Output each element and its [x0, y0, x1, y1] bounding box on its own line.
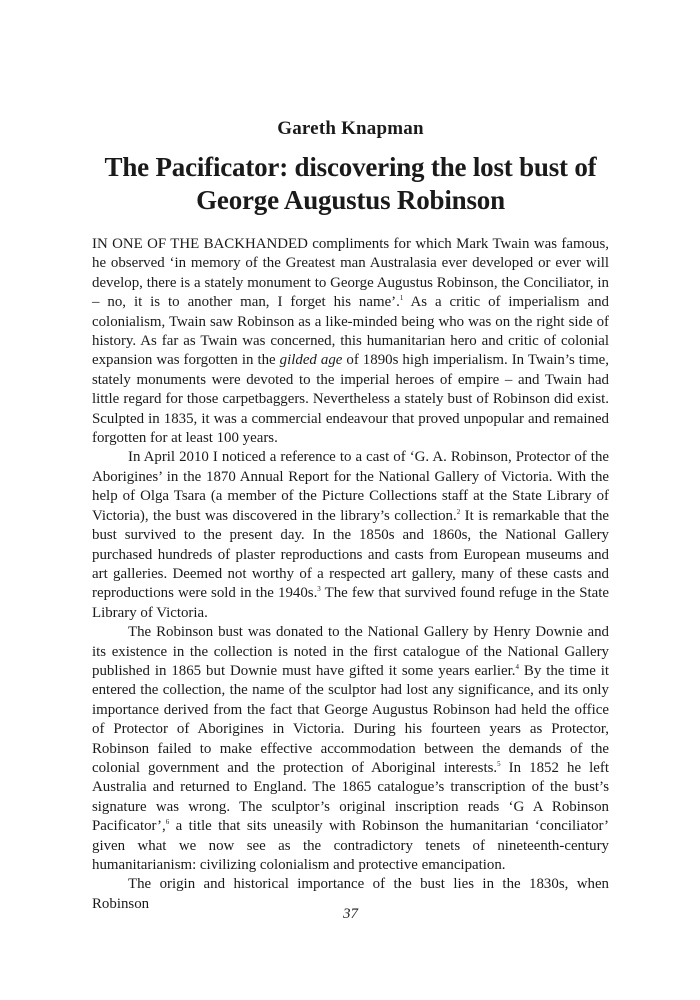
- body-paragraph: [92, 235, 609, 448]
- text-run: By the time it entered the collection, the name of the sculptor had lost any significance, and its only importance derived from the fact that George Augustus Robinson had held the office of Protector of Aborigines in Victoria. During his fourteen years as Protector, Robinson failed to make effective accommodation between the demands of the colonial government and the protection of Aboriginal interests.: [92, 662, 610, 776]
- text-run: The Robinson bust was donated to the National Gallery by Henry Downie and its existence in the collection is noted in the first catalogue of the National Gallery published in 1865 but Downie must have gifted it some years earlier.: [92, 624, 609, 679]
- footnote-marker: 6: [165, 818, 170, 827]
- footnote-marker: 1: [399, 294, 404, 303]
- text-run: It is remarkable that the bust survived to the present day. In the 1850s and 1860s, the National Gallery purchased hundreds of plaster reproductions and casts from European museums and art galleries. Deemed not worthy of a respected art gallery, many of these casts and reproductions were sold in the 1940s.: [92, 507, 609, 602]
- footnote-marker: 4: [515, 662, 519, 671]
- text-run: As a critic of imperialism and colonialism, Twain saw Robinson as a like-minded being who was on the right side of history. As far as Twain was concerned, this humanitarian hero and critic of colonial expansion was forgotten in the: [92, 294, 609, 369]
- body-paragraph: [92, 448, 609, 623]
- text-run: The few that survived found refuge in the State Library of Victoria.: [92, 585, 609, 621]
- footnote-marker: 3: [317, 585, 321, 594]
- page-number: 37: [343, 906, 358, 922]
- text-run: IN ONE OF THE BACKHANDED compliments for which Mark Twain was famous, he observed ‘in memory of the Greatest man Australasia ever developed or ever will develop, there is a stately monument to George Augustus Robinson, the Conciliator, in – no, it is to another man, I forget his name’.: [92, 236, 609, 311]
- text-run: a title that sits uneasily with Robinson the humanitarian ‘conciliator’ given what we now see as the contradictory tenets of nineteenth-century humanitarianism: civilizing colonialism and protective emancipation.: [92, 818, 609, 873]
- article-body: [92, 235, 609, 914]
- author-name: Gareth Knapman: [277, 118, 424, 139]
- text-run: In April 2010 I noticed a reference to a cast of ‘G. A. Robinson, Protector of the Aborigines’ in the 1870 Annual Report for the National Gallery of Victoria. With the help of Olga Tsara (a member of the Picture Collections staff at the State Library of Victoria), the bust was discovered in the library’s collection.: [92, 449, 609, 524]
- article-title: The Pacificator: discovering the lost bust of George Augustus Robinson: [104, 152, 597, 215]
- body-paragraph: [92, 623, 609, 875]
- text-run: The origin and historical importance of the bust lies in the 1830s, when Robinson: [92, 876, 609, 912]
- footnote-marker: 2: [456, 507, 461, 516]
- italic-phrase: gilded age: [279, 352, 343, 369]
- text-run: In 1852 he left Australia and returned to England. The 1865 catalogue’s transcription of the bust’s signature was wrong. The sculptor’s original inscription reads ‘G A Robinson Pacificator’,: [92, 759, 609, 835]
- footnote-marker: 5: [497, 759, 501, 768]
- text-run: of 1890s high imperialism. In Twain’s time, stately monuments were devoted to the imperial heroes of empire – and Twain had little regard for those carpetbaggers. Nevertheless a stately bust of Robinson did exist. Sculpted in 1835, it was a commercial endeavour that proved unpopular and remained forgotten for at least 100 years.: [92, 352, 609, 447]
